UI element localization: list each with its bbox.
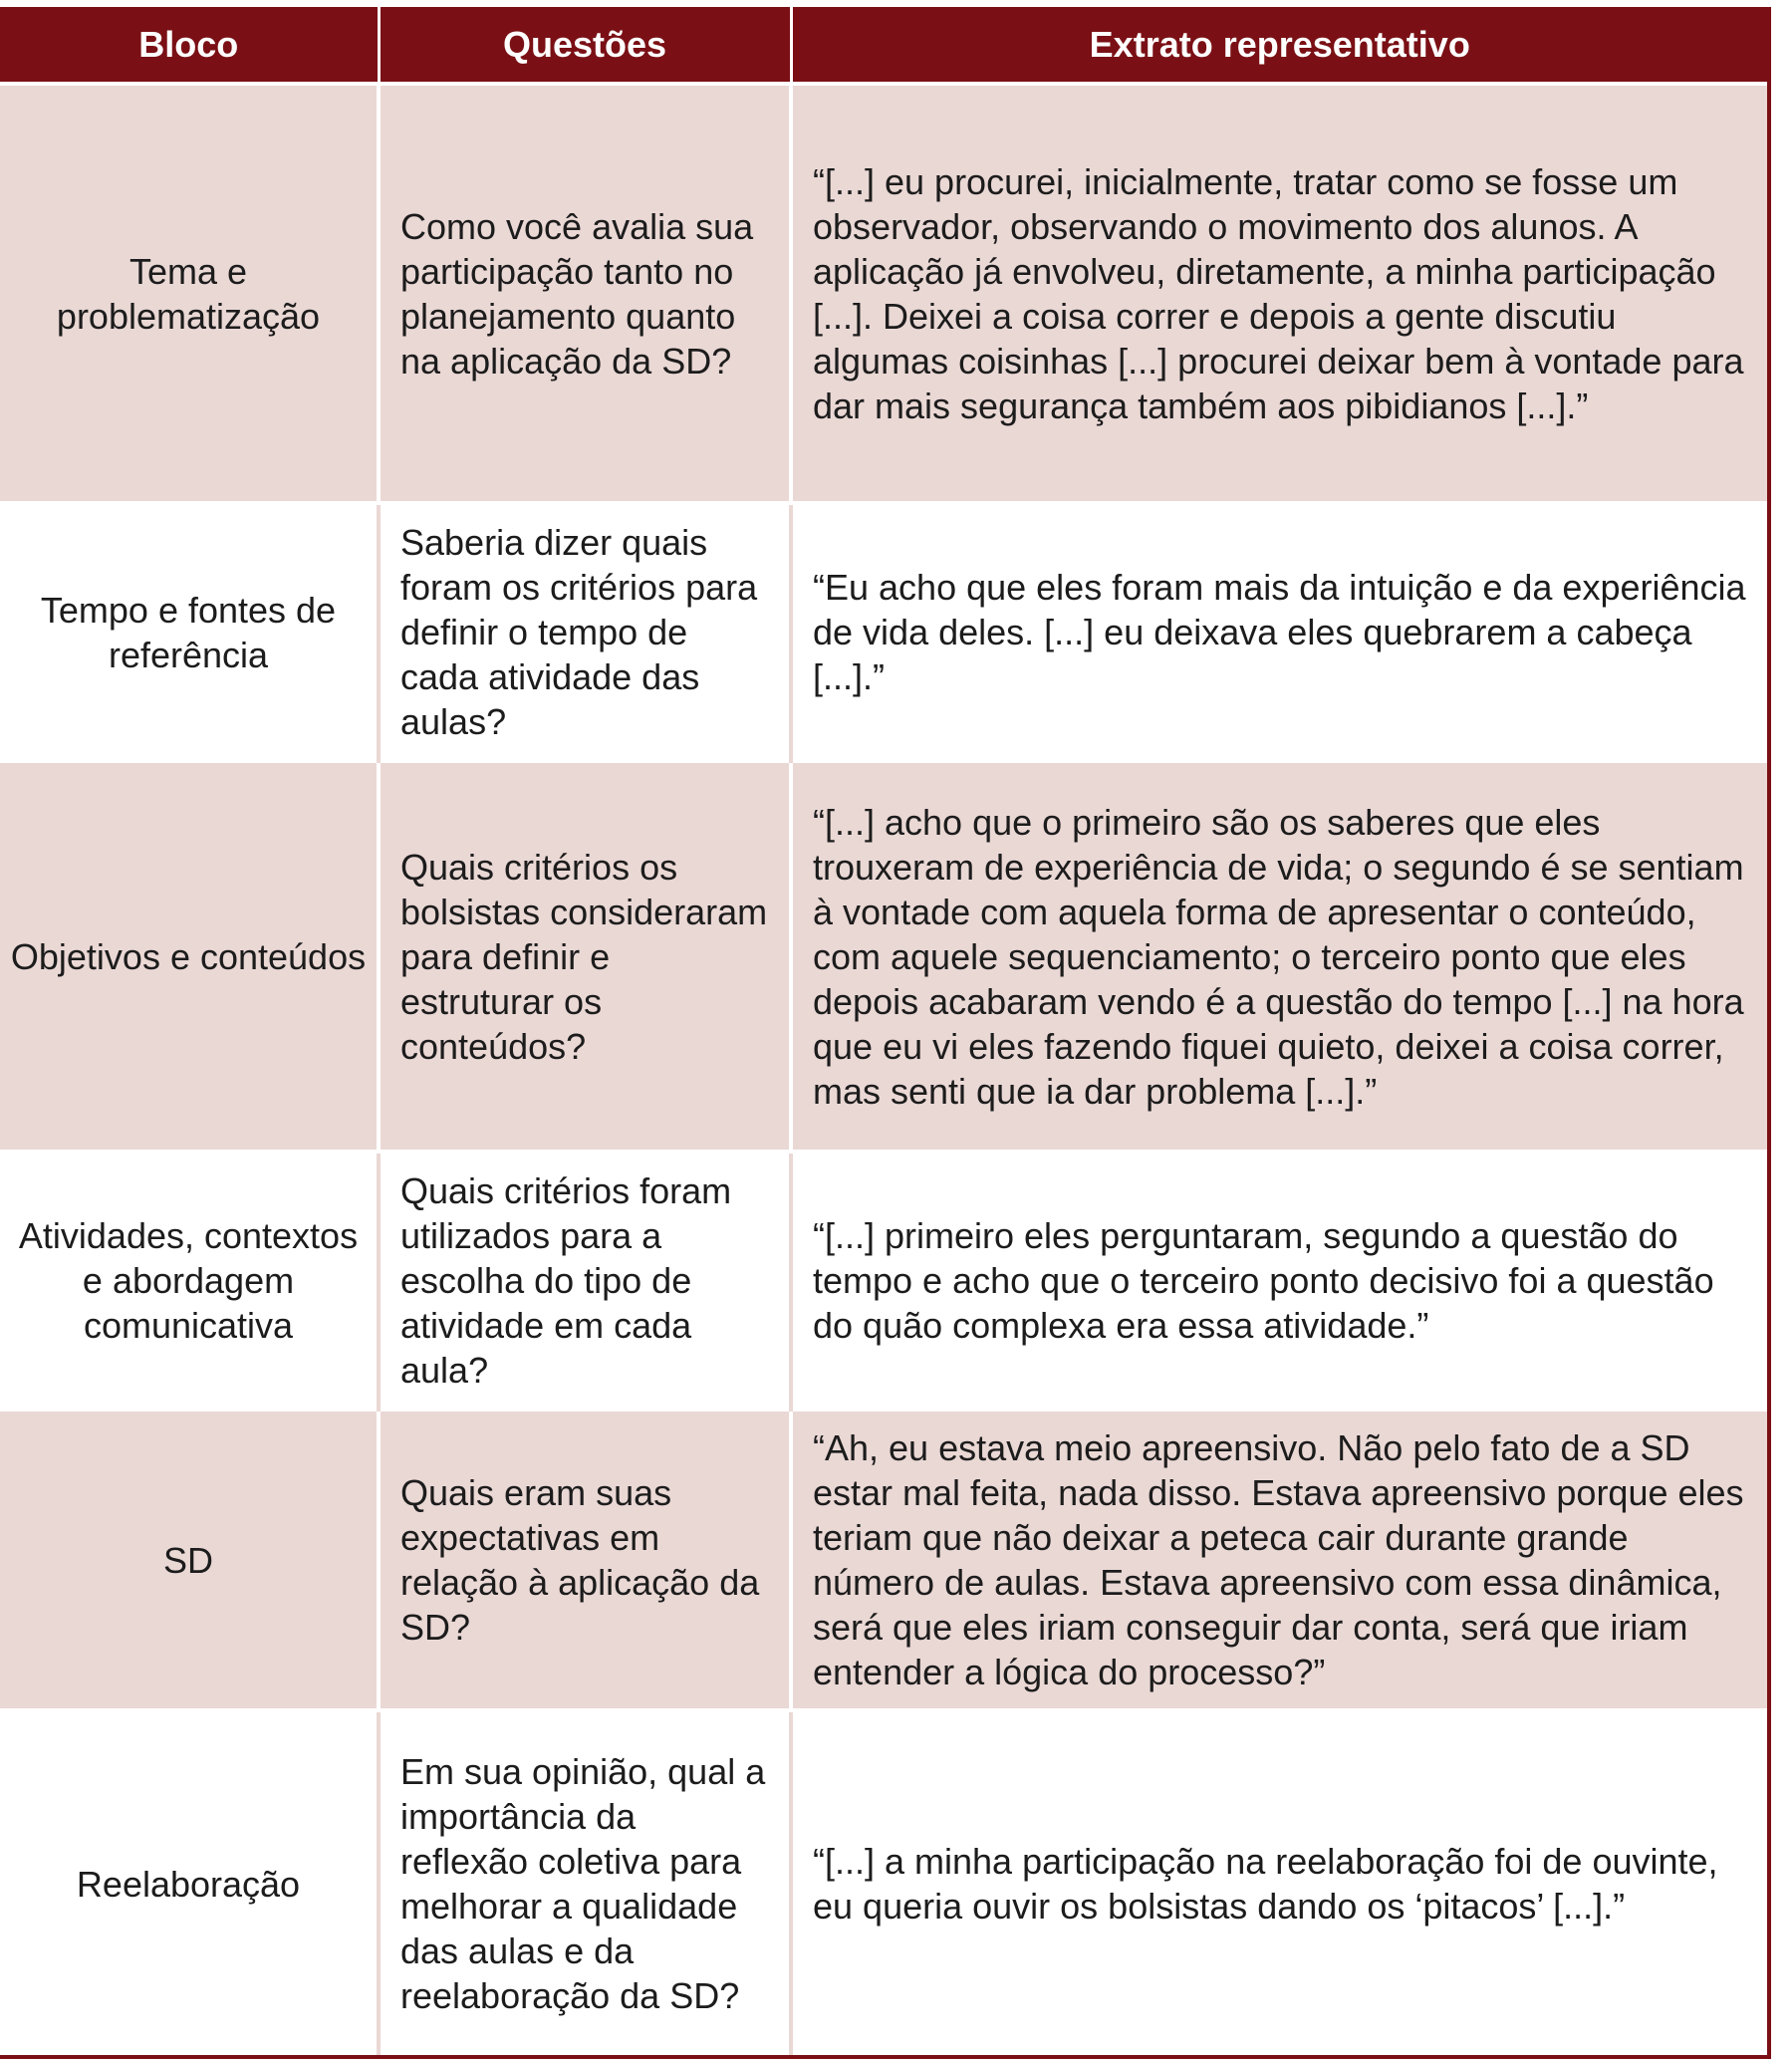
cell-questao: Em sua opinião, qual a importância da reflexão coletiva para melhorar a qualidade das aulas e da reelaboração da SD? <box>379 1710 791 2055</box>
cell-bloco: Tempo e fontes de referência <box>0 503 379 761</box>
header-bloco: Bloco <box>0 7 379 84</box>
table-row <box>0 1152 1767 1410</box>
cell-questao: Quais critérios foram utilizados para a escolha do tipo de atividade em cada aula? <box>379 1152 791 1410</box>
table-row <box>0 503 1767 761</box>
header-questoes: Questões <box>379 7 791 84</box>
cell-extrato: “[...] eu procurei, inicialmente, tratar como se fosse um observador, observando o movimento dos alunos. A aplicação já envolveu, diretamente, a minha participação [...]. Deixei a coisa correr e depois a gente discutiu algumas coisinhas [...] procurei deixar bem à vontade para dar mais segurança também aos pibidianos [...].” <box>791 84 1767 503</box>
table-row <box>0 1710 1767 2055</box>
table-row <box>0 1410 1767 1710</box>
cell-bloco: Reelaboração <box>0 1710 379 2055</box>
cell-extrato: “[...] primeiro eles perguntaram, segundo a questão do tempo e acho que o terceiro ponto decisivo foi a questão do quão complexa era essa atividade.” <box>791 1152 1767 1410</box>
cell-bloco: SD <box>0 1410 379 1710</box>
cell-extrato: “Eu acho que eles foram mais da intuição e da experiência de vida deles. [...] eu deixava eles quebrarem a cabeça [...].” <box>791 503 1767 761</box>
cell-questao: Quais eram suas expectativas em relação à aplicação da SD? <box>379 1410 791 1710</box>
cell-bloco: Tema e problematização <box>0 84 379 503</box>
interview-table <box>0 7 1767 2055</box>
cell-extrato: “[...] a minha participação na reelaboração foi de ouvinte, eu queria ouvir os bolsistas dando os ‘pitacos’ [...].” <box>791 1710 1767 2055</box>
cell-bloco: Objetivos e conteúdos <box>0 761 379 1152</box>
cell-questao: Saberia dizer quais foram os critérios para definir o tempo de cada atividade das aulas? <box>379 503 791 761</box>
cell-extrato: “[...] acho que o primeiro são os saberes que eles trouxeram de experiência de vida; o segundo é se sentiam à vontade com aquela forma de apresentar o conteúdo, com aquele sequenciamento; o terceiro ponto que eles depois acabaram vendo é a questão do tempo [...] na hora que eu vi eles fazendo fiquei quieto, deixei a coisa correr, mas senti que ia dar problema [...].” <box>791 761 1767 1152</box>
table-header <box>0 7 1767 84</box>
cell-questao: Como você avalia sua participação tanto no planejamento quanto na aplicação da SD? <box>379 84 791 503</box>
table-row <box>0 761 1767 1152</box>
interview-table-frame <box>0 7 1771 2059</box>
cell-bloco: Atividades, contextos e abordagem comunicativa <box>0 1152 379 1410</box>
table-body <box>0 84 1767 2055</box>
table-row <box>0 84 1767 503</box>
cell-extrato: “Ah, eu estava meio apreensivo. Não pelo fato de a SD estar mal feita, nada disso. Estava apreensivo porque eles teriam que não deixar a peteca cair durante grande número de aulas. Estava apreensivo com essa dinâmica, será que eles iriam conseguir dar conta, será que iriam entender a lógica do processo?” <box>791 1410 1767 1710</box>
header-extrato: Extrato representativo <box>791 7 1767 84</box>
cell-questao: Quais critérios os bolsistas consideraram para definir e estruturar os conteúdos? <box>379 761 791 1152</box>
